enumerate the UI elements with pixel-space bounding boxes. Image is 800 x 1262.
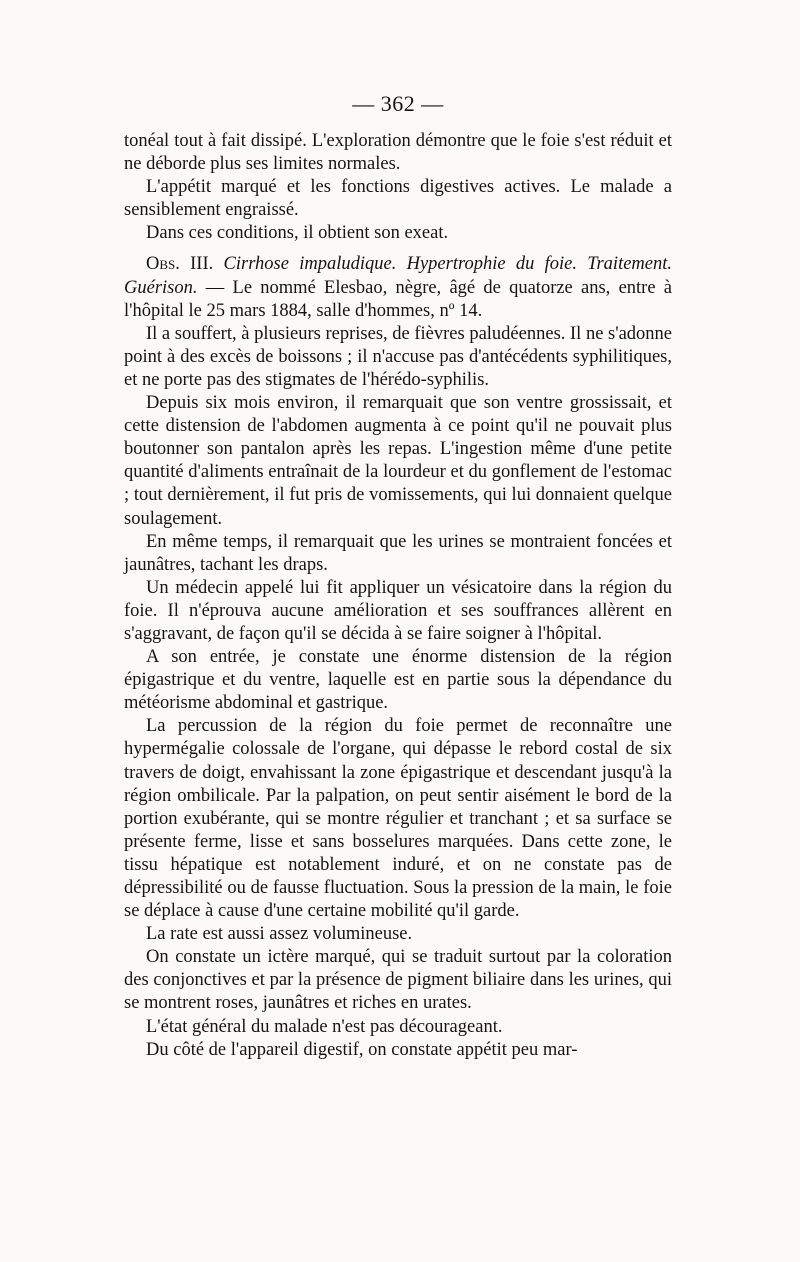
paragraph-percussion: La percussion de la région du foie permet de reconnaître une hypermégalie colossale de l'organe, qui dépasse le rebord costal de six travers de doigt, envahissant la zone épigastrique et descendant jusqu'à la région ombilicale. Par la palpation, on peut sentir aisément le bord de la portion exubérante, qui se montre régulier et tranchant ; et sa surface se présente ferme, lisse et sans bosselures marquées. Dans cette zone, le tissu hépatique est notablement induré, et on ne constate pas de dépressibilité ou de fausse fluctuation. Sous la pression de la main, le foie se déplace à cause d'une certaine mobilité qu'il garde. <box>124 716 672 922</box>
paragraph-general-state: L'état général du malade n'est pas décourageant. <box>146 1016 503 1037</box>
paragraph-exeat: Dans ces conditions, il obtient son exeat. <box>146 223 449 244</box>
paragraph-digestive: Du côté de l'appareil digestif, on constate appétit peu mar- <box>146 1039 578 1060</box>
observation-heading <box>124 253 672 322</box>
observation-label: Obs. III. <box>146 254 214 275</box>
observation-body: — Le nommé Elesbao, nègre, âgé de quatorze ans, entre à l'hôpital le 25 mars 1884, salle d'hommes, nº 14. <box>124 277 673 321</box>
paragraph-admission: A son entrée, je constate une énorme distension de la région épigastrique et du ventre, laquelle est en partie sous la dépendance du météorisme abdominal et gastrique. <box>124 647 672 714</box>
paragraph-spleen: La rate est aussi assez volumineuse. <box>146 924 413 945</box>
book-page <box>124 90 672 1062</box>
paragraph-continuation: tonéal tout à fait dissipé. L'exploration démontre que le foie s'est réduit et ne déborde plus ses limites normales. <box>124 131 672 175</box>
observation-title: Cirrhose impaludique. Hypertrophie du foie. Traitement. Guérison. <box>124 254 673 298</box>
paragraph-appetite: L'appétit marqué et les fonctions digestives actives. Le malade a sensiblement engraissé. <box>124 177 672 221</box>
paragraph-jaundice: On constate un ictère marqué, qui se traduit surtout par la coloration des conjonctives et par la présence de pigment biliaire dans les urines, qui se montrent roses, jaunâtres et riches en urates. <box>124 947 672 1014</box>
paragraph-symptoms: Depuis six mois environ, il remarquait que son ventre grossissait, et cette distension de l'abdomen augmenta à ce point qu'il ne pouvait plus boutonner son pantalon après les repas. L'ingestion même d'une petite quantité d'aliments entraînait de la lourdeur et du gonflement de l'estomac ; tout dernièrement, il fut pris de vomissements, qui lui donnaient quelque soulagement. <box>124 393 672 529</box>
paragraph-urine: En même temps, il remarquait que les urines se montraient foncées et jaunâtres, tachant les draps. <box>124 531 672 575</box>
paragraph-history: Il a souffert, à plusieurs reprises, de fièvres paludéennes. Il ne s'adonne point à des excès de boissons ; il n'accuse pas d'antécédents syphilitiques, et ne porte pas des stigmates de l'hérédo-syphilis. <box>124 323 672 390</box>
page-number: — 362 — <box>352 91 444 116</box>
paragraph-treatment: Un médecin appelé lui fit appliquer un vésicatoire dans la région du foie. Il n'éprouva aucune amélioration et ses souffrances allèrent en s'aggravant, de façon qu'il se décida à se faire soigner à l'hôpital. <box>124 577 672 644</box>
